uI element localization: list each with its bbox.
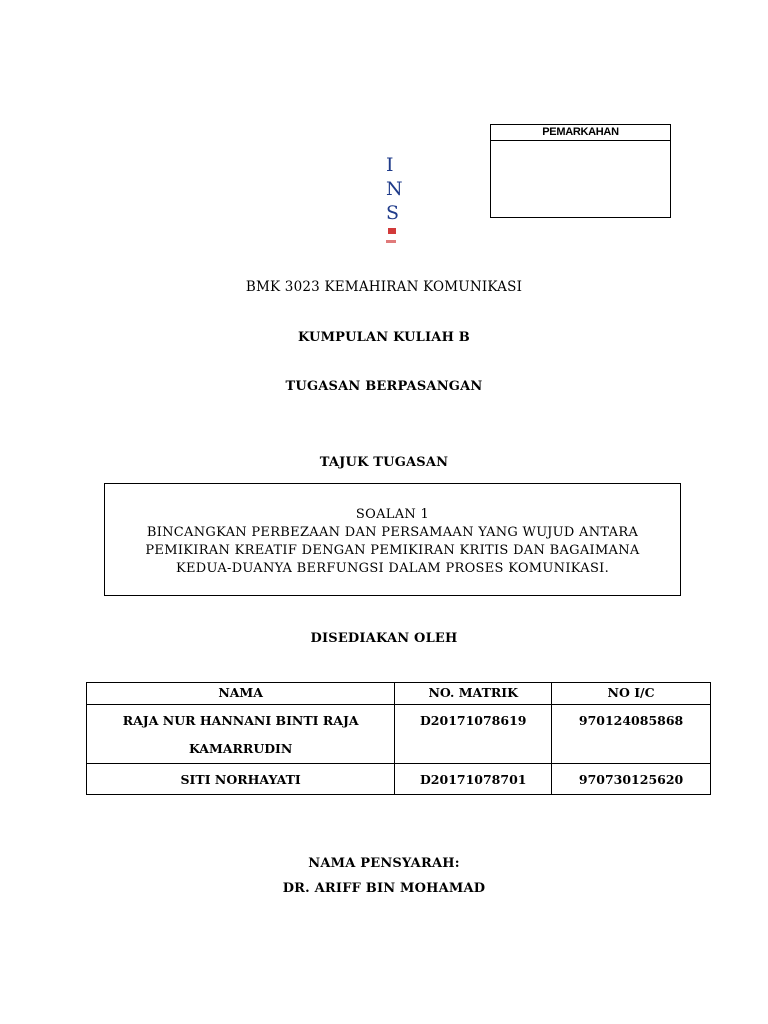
university-logo — [382, 156, 404, 248]
question-line: BINCANGKAN PERBEZAAN DAN PERSAMAAN YANG WUJUD ANTARA — [146, 525, 639, 540]
table-header-row — [87, 683, 711, 705]
marking-box — [490, 124, 671, 218]
column-header: NAMA — [87, 683, 395, 705]
column-header: NO I/C — [552, 683, 711, 705]
logo-letter: N — [386, 178, 403, 200]
student-matric: D20171078619 — [395, 705, 552, 764]
prepared-by-heading: DISEDIAKAN OLEH — [310, 631, 458, 646]
logo-letter: I — [386, 154, 394, 176]
student-name: RAJA NUR HANNANI BINTI RAJA KAMARRUDIN — [87, 705, 395, 764]
student-matric: D20171078701 — [395, 764, 552, 795]
logo-letter: S — [386, 202, 400, 224]
table-row — [87, 705, 711, 764]
lecture-group: KUMPULAN KULIAH B — [298, 330, 470, 345]
course-title: BMK 3023 KEMAHIRAN KOMUNIKASI — [245, 279, 523, 295]
column-header: NO. MATRIK — [395, 683, 552, 705]
students-table — [86, 682, 711, 795]
question-line: PEMIKIRAN KREATIF DENGAN PEMIKIRAN KRITIS DAN BAGAIMANA — [145, 543, 640, 558]
question-number: SOALAN 1 — [355, 507, 430, 522]
table-row — [87, 764, 711, 795]
question-line: KEDUA-DUANYA BERFUNGSI DALAM PROSES KOMUNIKASI. — [175, 561, 610, 576]
student-ic: 970124085868 — [552, 705, 711, 764]
assignment-type: TUGASAN BERPASANGAN — [285, 379, 483, 394]
topic-box — [104, 483, 681, 596]
logo-red-mark — [386, 240, 396, 243]
lecturer-name: DR. ARIFF BIN MOHAMAD — [282, 881, 486, 896]
marking-header: PEMARKAHAN — [491, 125, 670, 141]
student-ic: 970730125620 — [552, 764, 711, 795]
logo-red-mark — [388, 228, 396, 234]
lecturer-label: NAMA PENSYARAH: — [308, 856, 460, 871]
topic-heading: TAJUK TUGASAN — [319, 455, 449, 470]
student-name: SITI NORHAYATI — [87, 764, 395, 795]
